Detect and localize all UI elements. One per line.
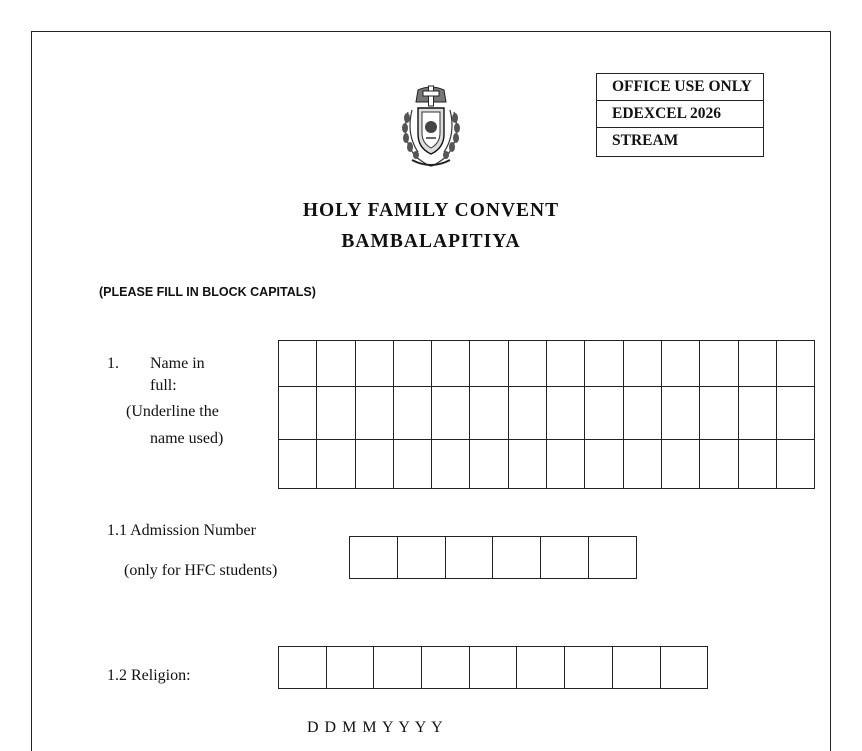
name-letter-box[interactable] (393, 341, 431, 387)
name-letter-box[interactable] (776, 341, 814, 387)
name-letter-box[interactable] (547, 440, 585, 489)
admission-digit-box[interactable] (493, 537, 541, 579)
instruction-text: (PLEASE FILL IN BLOCK CAPITALS) (99, 285, 316, 299)
admission-note: (only for HFC students) (124, 562, 278, 579)
religion-input-grid[interactable] (278, 646, 708, 689)
name-letter-box[interactable] (623, 440, 661, 489)
name-letter-box[interactable] (623, 387, 661, 440)
name-letter-box[interactable] (470, 341, 508, 387)
stream-label: STREAM (612, 132, 679, 149)
name-letter-box[interactable] (393, 387, 431, 440)
name-letter-box[interactable] (661, 387, 699, 440)
admission-digit-box[interactable] (445, 537, 493, 579)
office-use-box (596, 73, 764, 157)
name-label: Name in (150, 355, 205, 372)
religion-letter-box[interactable] (326, 647, 374, 689)
name-letter-box[interactable] (738, 440, 776, 489)
name-letter-box[interactable] (279, 341, 317, 387)
name-note-cont: name used) (150, 430, 224, 447)
name-letter-box[interactable] (355, 341, 393, 387)
name-letter-box[interactable] (432, 341, 470, 387)
admission-digit-box[interactable] (350, 537, 398, 579)
name-letter-box[interactable] (585, 341, 623, 387)
religion-letter-box[interactable] (565, 647, 613, 689)
name-letter-box[interactable] (547, 341, 585, 387)
religion-letter-box[interactable] (469, 647, 517, 689)
dob-format-hint: D D M M Y Y Y Y (307, 719, 444, 736)
admission-digit-box[interactable] (397, 537, 445, 579)
name-letter-box[interactable] (355, 387, 393, 440)
religion-letter-box[interactable] (612, 647, 660, 689)
name-letter-box[interactable] (547, 387, 585, 440)
religion-letter-box[interactable] (517, 647, 565, 689)
admission-digit-box[interactable] (588, 537, 636, 579)
name-letter-box[interactable] (317, 440, 355, 489)
name-letter-box[interactable] (738, 341, 776, 387)
name-letter-box[interactable] (508, 341, 546, 387)
name-label-cont: full: (150, 377, 177, 394)
admission-digit-box[interactable] (541, 537, 589, 579)
name-letter-box[interactable] (585, 387, 623, 440)
religion-letter-box[interactable] (422, 647, 470, 689)
name-letter-box[interactable] (393, 440, 431, 489)
name-letter-box[interactable] (470, 440, 508, 489)
name-note: (Underline the (126, 403, 219, 420)
name-letter-box[interactable] (700, 387, 738, 440)
name-letter-box[interactable] (700, 440, 738, 489)
name-letter-box[interactable] (776, 440, 814, 489)
name-letter-box[interactable] (623, 341, 661, 387)
name-letter-box[interactable] (738, 387, 776, 440)
name-letter-box[interactable] (661, 440, 699, 489)
name-input-grid[interactable] (278, 340, 815, 489)
name-letter-box[interactable] (470, 387, 508, 440)
religion-letter-box[interactable] (279, 647, 327, 689)
name-letter-box[interactable] (432, 440, 470, 489)
name-letter-box[interactable] (700, 341, 738, 387)
field-number: 1. (107, 355, 119, 372)
name-letter-box[interactable] (355, 440, 393, 489)
name-letter-box[interactable] (279, 440, 317, 489)
name-letter-box[interactable] (317, 341, 355, 387)
name-letter-box[interactable] (432, 387, 470, 440)
religion-letter-box[interactable] (374, 647, 422, 689)
school-location: BAMBALAPITIYA (341, 231, 521, 252)
school-name: HOLY FAMILY CONVENT (302, 200, 560, 221)
name-letter-box[interactable] (585, 440, 623, 489)
religion-label: 1.2 Religion: (107, 667, 191, 684)
school-crest-icon (398, 82, 464, 168)
name-letter-box[interactable] (279, 387, 317, 440)
admission-label: 1.1 Admission Number (107, 522, 256, 539)
name-letter-box[interactable] (776, 387, 814, 440)
admission-number-grid[interactable] (349, 536, 637, 579)
religion-letter-box[interactable] (660, 647, 708, 689)
name-letter-box[interactable] (317, 387, 355, 440)
office-use-heading: OFFICE USE ONLY (597, 74, 763, 101)
name-letter-box[interactable] (661, 341, 699, 387)
exam-label: EDEXCEL 2026 (597, 101, 763, 128)
name-letter-box[interactable] (508, 440, 546, 489)
name-letter-box[interactable] (508, 387, 546, 440)
